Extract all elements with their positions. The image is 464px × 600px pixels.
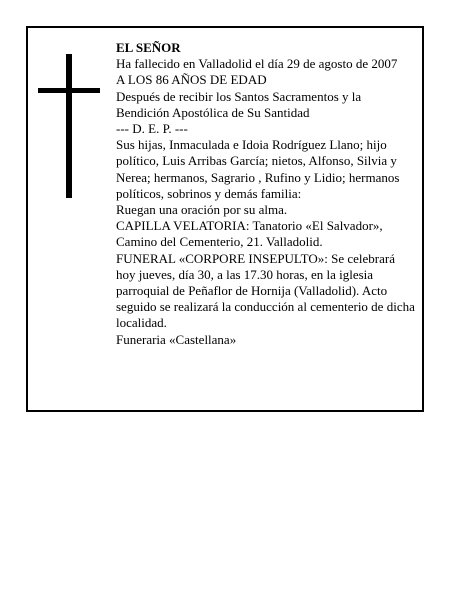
notice-text-block (116, 40, 416, 348)
funeral-info: FUNERAL «CORPORE INSEPULTO»: Se celebrará hoy jueves, día 30, a las 17.30 horas, en la iglesia parroquial de Peñaflor de Hornija (Valladolid). Acto seguido se realizará la conducción al cementerio de dicha localidad. (116, 250, 415, 331)
wake-chapel-info: CAPILLA VELATORIA: Tanatorio «El Salvador», Camino del Cementerio, 21. Valladolid. (116, 218, 383, 250)
sacraments-statement: Después de recibir los Santos Sacramentos y la Bendición Apostólica de Su Santidad (116, 88, 362, 120)
death-statement: Ha fallecido en Valladolid el día 29 de agosto de 2007 (116, 56, 398, 72)
prayer-request: Ruegan una oración por su alma. (116, 202, 288, 218)
deceased-title: EL SEÑOR (116, 40, 181, 55)
age-statement: A LOS 86 AÑOS DE EDAD (116, 72, 267, 88)
cross-vertical-bar (66, 54, 72, 198)
obituary-notice (26, 26, 424, 412)
latin-cross-icon (38, 54, 100, 198)
family-list: Sus hijas, Inmaculada e Idoia Rodríguez Llano; hijo político, Luis Arribas García; nietos, Alfonso, Silvia y Nerea; hermanos, Sagrario , Rufino y Lidio; hermanos políticos, sobrinos y demás familia: (116, 137, 400, 201)
rest-in-peace-line: --- D. E. P. --- (116, 121, 188, 137)
cross-horizontal-bar (38, 88, 100, 93)
funeral-home: Funeraria «Castellana» (116, 331, 237, 347)
